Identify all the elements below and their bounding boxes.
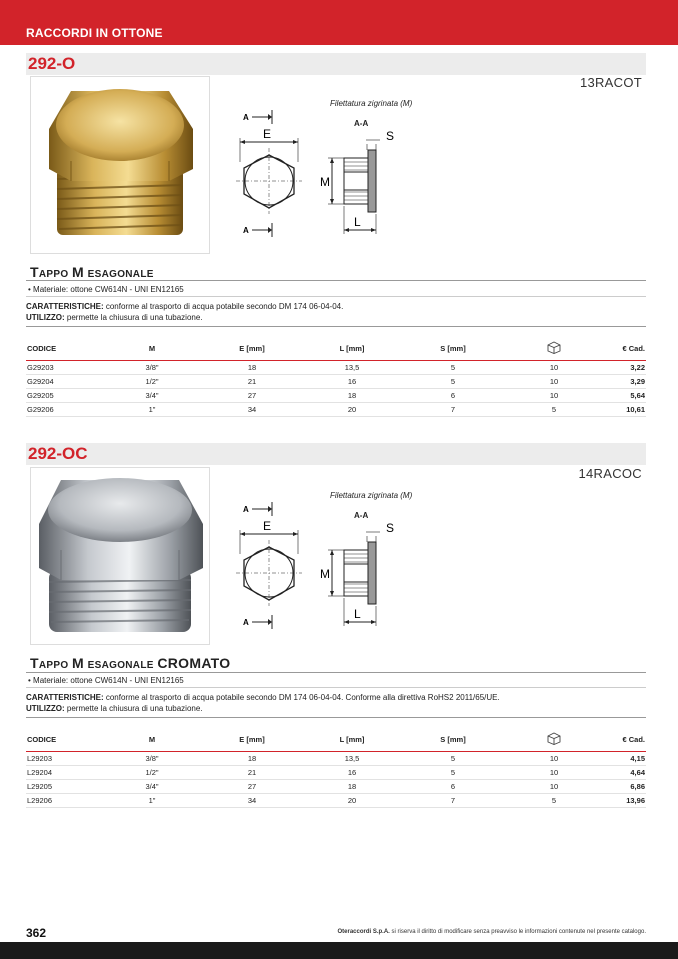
disclaimer-text: si riserva il diritto di modificare senza preavviso le informazioni contenute nel presente catalogo. bbox=[389, 929, 646, 935]
table-cell: 10 bbox=[504, 375, 604, 389]
label-e: E bbox=[263, 127, 272, 141]
table-header-row bbox=[26, 727, 646, 752]
table-cell: 1" bbox=[102, 794, 202, 808]
table-cell: 6,86 bbox=[604, 780, 646, 794]
usage-text: permette la chiusura di una tubazione. bbox=[64, 313, 203, 322]
table-cell: L29204 bbox=[26, 766, 102, 780]
table-cell: 18 bbox=[202, 752, 302, 766]
table-cell: G29203 bbox=[26, 361, 102, 375]
table-cell: 7 bbox=[402, 403, 504, 417]
section-header-292-oc bbox=[26, 443, 646, 465]
label-a-top: A bbox=[243, 113, 249, 122]
title-word-tappo: Tappo bbox=[30, 264, 69, 280]
catalog-reference: 14RACOC bbox=[578, 466, 642, 481]
table-cell: 6 bbox=[402, 780, 504, 794]
table-cell: 10 bbox=[504, 766, 604, 780]
category-title: RACCORDI IN OTTONE bbox=[26, 26, 163, 40]
product-code: 292-O bbox=[28, 54, 76, 73]
section-header-292-o bbox=[26, 53, 646, 75]
table-row bbox=[26, 752, 646, 766]
spec-table-292-oc bbox=[26, 727, 646, 808]
table-cell: 20 bbox=[302, 794, 402, 808]
table-cell: 18 bbox=[302, 389, 402, 403]
table-row bbox=[26, 794, 646, 808]
table-cell: 4,64 bbox=[604, 766, 646, 780]
company-name: Oteraccordi S.p.A. bbox=[337, 929, 390, 935]
usage-label: UTILIZZO: bbox=[26, 313, 65, 322]
col-header-m: M bbox=[102, 727, 202, 752]
col-header-l: L [mm] bbox=[302, 336, 402, 361]
divider bbox=[26, 717, 646, 718]
divider bbox=[26, 687, 646, 688]
title-word-esagonale: ESAGONALE bbox=[87, 660, 154, 671]
title-word-m: M bbox=[72, 655, 85, 671]
label-a-bottom: A bbox=[243, 618, 249, 627]
label-s: S bbox=[386, 521, 395, 535]
table-row bbox=[26, 780, 646, 794]
divider bbox=[26, 672, 646, 673]
brass-plug-image bbox=[31, 77, 209, 253]
characteristics bbox=[26, 692, 500, 714]
table-cell: L29206 bbox=[26, 794, 102, 808]
col-header-price: € Cad. bbox=[604, 336, 646, 361]
category-header-bar bbox=[0, 0, 678, 45]
table-header-row bbox=[26, 336, 646, 361]
plug-hex-head bbox=[39, 478, 203, 580]
label-l: L bbox=[354, 607, 361, 621]
table-cell: 18 bbox=[302, 780, 402, 794]
page-number: 362 bbox=[26, 926, 47, 940]
table-cell: 13,5 bbox=[302, 361, 402, 375]
table-cell: 27 bbox=[202, 780, 302, 794]
table-cell: 3/4" bbox=[102, 389, 202, 403]
label-m: M bbox=[320, 175, 330, 189]
table-cell: 13,5 bbox=[302, 752, 402, 766]
box-icon bbox=[504, 727, 604, 752]
table-cell: 10 bbox=[504, 389, 604, 403]
divider bbox=[26, 296, 646, 297]
table-cell: 3/8" bbox=[102, 361, 202, 375]
table-cell: 3/8" bbox=[102, 752, 202, 766]
col-header-m: M bbox=[102, 336, 202, 361]
table-cell: 13,96 bbox=[604, 794, 646, 808]
drawing-caption: Filettatura zigrinata (M) bbox=[330, 99, 413, 108]
col-header-codice: CODICE bbox=[26, 727, 102, 752]
table-cell: 5 bbox=[402, 766, 504, 780]
plug-hex-head bbox=[49, 89, 193, 181]
characteristics-label: CARATTERISTICHE: bbox=[26, 302, 104, 311]
usage-text: permette la chiusura di una tubazione. bbox=[64, 704, 203, 713]
usage-label: UTILIZZO: bbox=[26, 704, 65, 713]
divider bbox=[26, 280, 646, 281]
table-cell: 5 bbox=[402, 375, 504, 389]
table-cell: 10,61 bbox=[604, 403, 646, 417]
technical-drawing bbox=[226, 484, 440, 644]
title-word-tappo: Tappo bbox=[30, 655, 69, 671]
label-l: L bbox=[354, 215, 361, 229]
table-cell: 16 bbox=[302, 766, 402, 780]
title-word-m: M bbox=[72, 264, 85, 280]
table-cell: L29203 bbox=[26, 752, 102, 766]
table-cell: G29205 bbox=[26, 389, 102, 403]
table-cell: 27 bbox=[202, 389, 302, 403]
col-header-price: € Cad. bbox=[604, 727, 646, 752]
table-cell: G29204 bbox=[26, 375, 102, 389]
table-cell: 1/2" bbox=[102, 766, 202, 780]
table-cell: 6 bbox=[402, 389, 504, 403]
material-spec: • Materiale: ottone CW614N - UNI EN12165 bbox=[28, 285, 184, 294]
table-row bbox=[26, 361, 646, 375]
table-cell: G29206 bbox=[26, 403, 102, 417]
table-cell: 20 bbox=[302, 403, 402, 417]
col-header-e: E [mm] bbox=[202, 727, 302, 752]
table-cell: 1/2" bbox=[102, 375, 202, 389]
table-cell: 7 bbox=[402, 794, 504, 808]
product-title bbox=[30, 264, 154, 280]
section-label: A-A bbox=[354, 119, 369, 128]
table-cell: 3,22 bbox=[604, 361, 646, 375]
label-e: E bbox=[263, 519, 272, 533]
table-row bbox=[26, 766, 646, 780]
table-cell: 10 bbox=[504, 361, 604, 375]
table-cell: 10 bbox=[504, 780, 604, 794]
table-row bbox=[26, 403, 646, 417]
footer-disclaimer bbox=[338, 929, 647, 935]
table-cell: 3/4" bbox=[102, 780, 202, 794]
drawing-caption: Filettatura zigrinata (M) bbox=[330, 491, 413, 500]
table-row bbox=[26, 375, 646, 389]
characteristics-text: conforme al trasporto di acqua potabile secondo DM 174 06-04-04. Conforme alla direttiva RoHS2 2011/65/UE. bbox=[103, 693, 500, 702]
table-cell: 4,15 bbox=[604, 752, 646, 766]
table-cell: L29205 bbox=[26, 780, 102, 794]
table-cell: 10 bbox=[504, 752, 604, 766]
technical-drawing bbox=[226, 92, 440, 252]
table-cell: 1" bbox=[102, 403, 202, 417]
table-cell: 5,64 bbox=[604, 389, 646, 403]
section-label: A-A bbox=[354, 511, 369, 520]
table-cell: 16 bbox=[302, 375, 402, 389]
box-icon bbox=[504, 336, 604, 361]
col-header-codice: CODICE bbox=[26, 336, 102, 361]
table-row bbox=[26, 389, 646, 403]
title-word-cromato: CROMATO bbox=[157, 655, 231, 671]
product-title bbox=[30, 655, 230, 671]
table-cell: 18 bbox=[202, 361, 302, 375]
table-cell: 5 bbox=[402, 752, 504, 766]
characteristics-text: conforme al trasporto di acqua potabile secondo DM 174 06-04-04. bbox=[103, 302, 344, 311]
characteristics-label: CARATTERISTICHE: bbox=[26, 693, 104, 702]
product-photo-chrome-plug bbox=[30, 467, 210, 645]
table-cell: 21 bbox=[202, 375, 302, 389]
table-cell: 3,29 bbox=[604, 375, 646, 389]
label-a-bottom: A bbox=[243, 226, 249, 235]
table-cell: 5 bbox=[504, 794, 604, 808]
table-cell: 21 bbox=[202, 766, 302, 780]
title-word-esagonale: ESAGONALE bbox=[87, 269, 154, 280]
table-cell: 5 bbox=[402, 361, 504, 375]
spec-table-292-o bbox=[26, 336, 646, 417]
material-spec: • Materiale: ottone CW614N - UNI EN12165 bbox=[28, 676, 184, 685]
product-photo-brass-plug bbox=[30, 76, 210, 254]
col-header-s: S [mm] bbox=[402, 727, 504, 752]
characteristics bbox=[26, 301, 343, 323]
table-cell: 5 bbox=[504, 403, 604, 417]
col-header-s: S [mm] bbox=[402, 336, 504, 361]
label-s: S bbox=[386, 129, 395, 143]
chrome-plug-image bbox=[31, 468, 209, 644]
catalog-reference: 13RACOT bbox=[579, 75, 642, 90]
footer-bar bbox=[0, 942, 678, 959]
col-header-e: E [mm] bbox=[202, 336, 302, 361]
label-a-top: A bbox=[243, 505, 249, 514]
table-cell: 34 bbox=[202, 403, 302, 417]
table-cell: 34 bbox=[202, 794, 302, 808]
divider bbox=[26, 326, 646, 327]
col-header-l: L [mm] bbox=[302, 727, 402, 752]
label-m: M bbox=[320, 567, 330, 581]
product-code: 292-OC bbox=[28, 444, 88, 463]
